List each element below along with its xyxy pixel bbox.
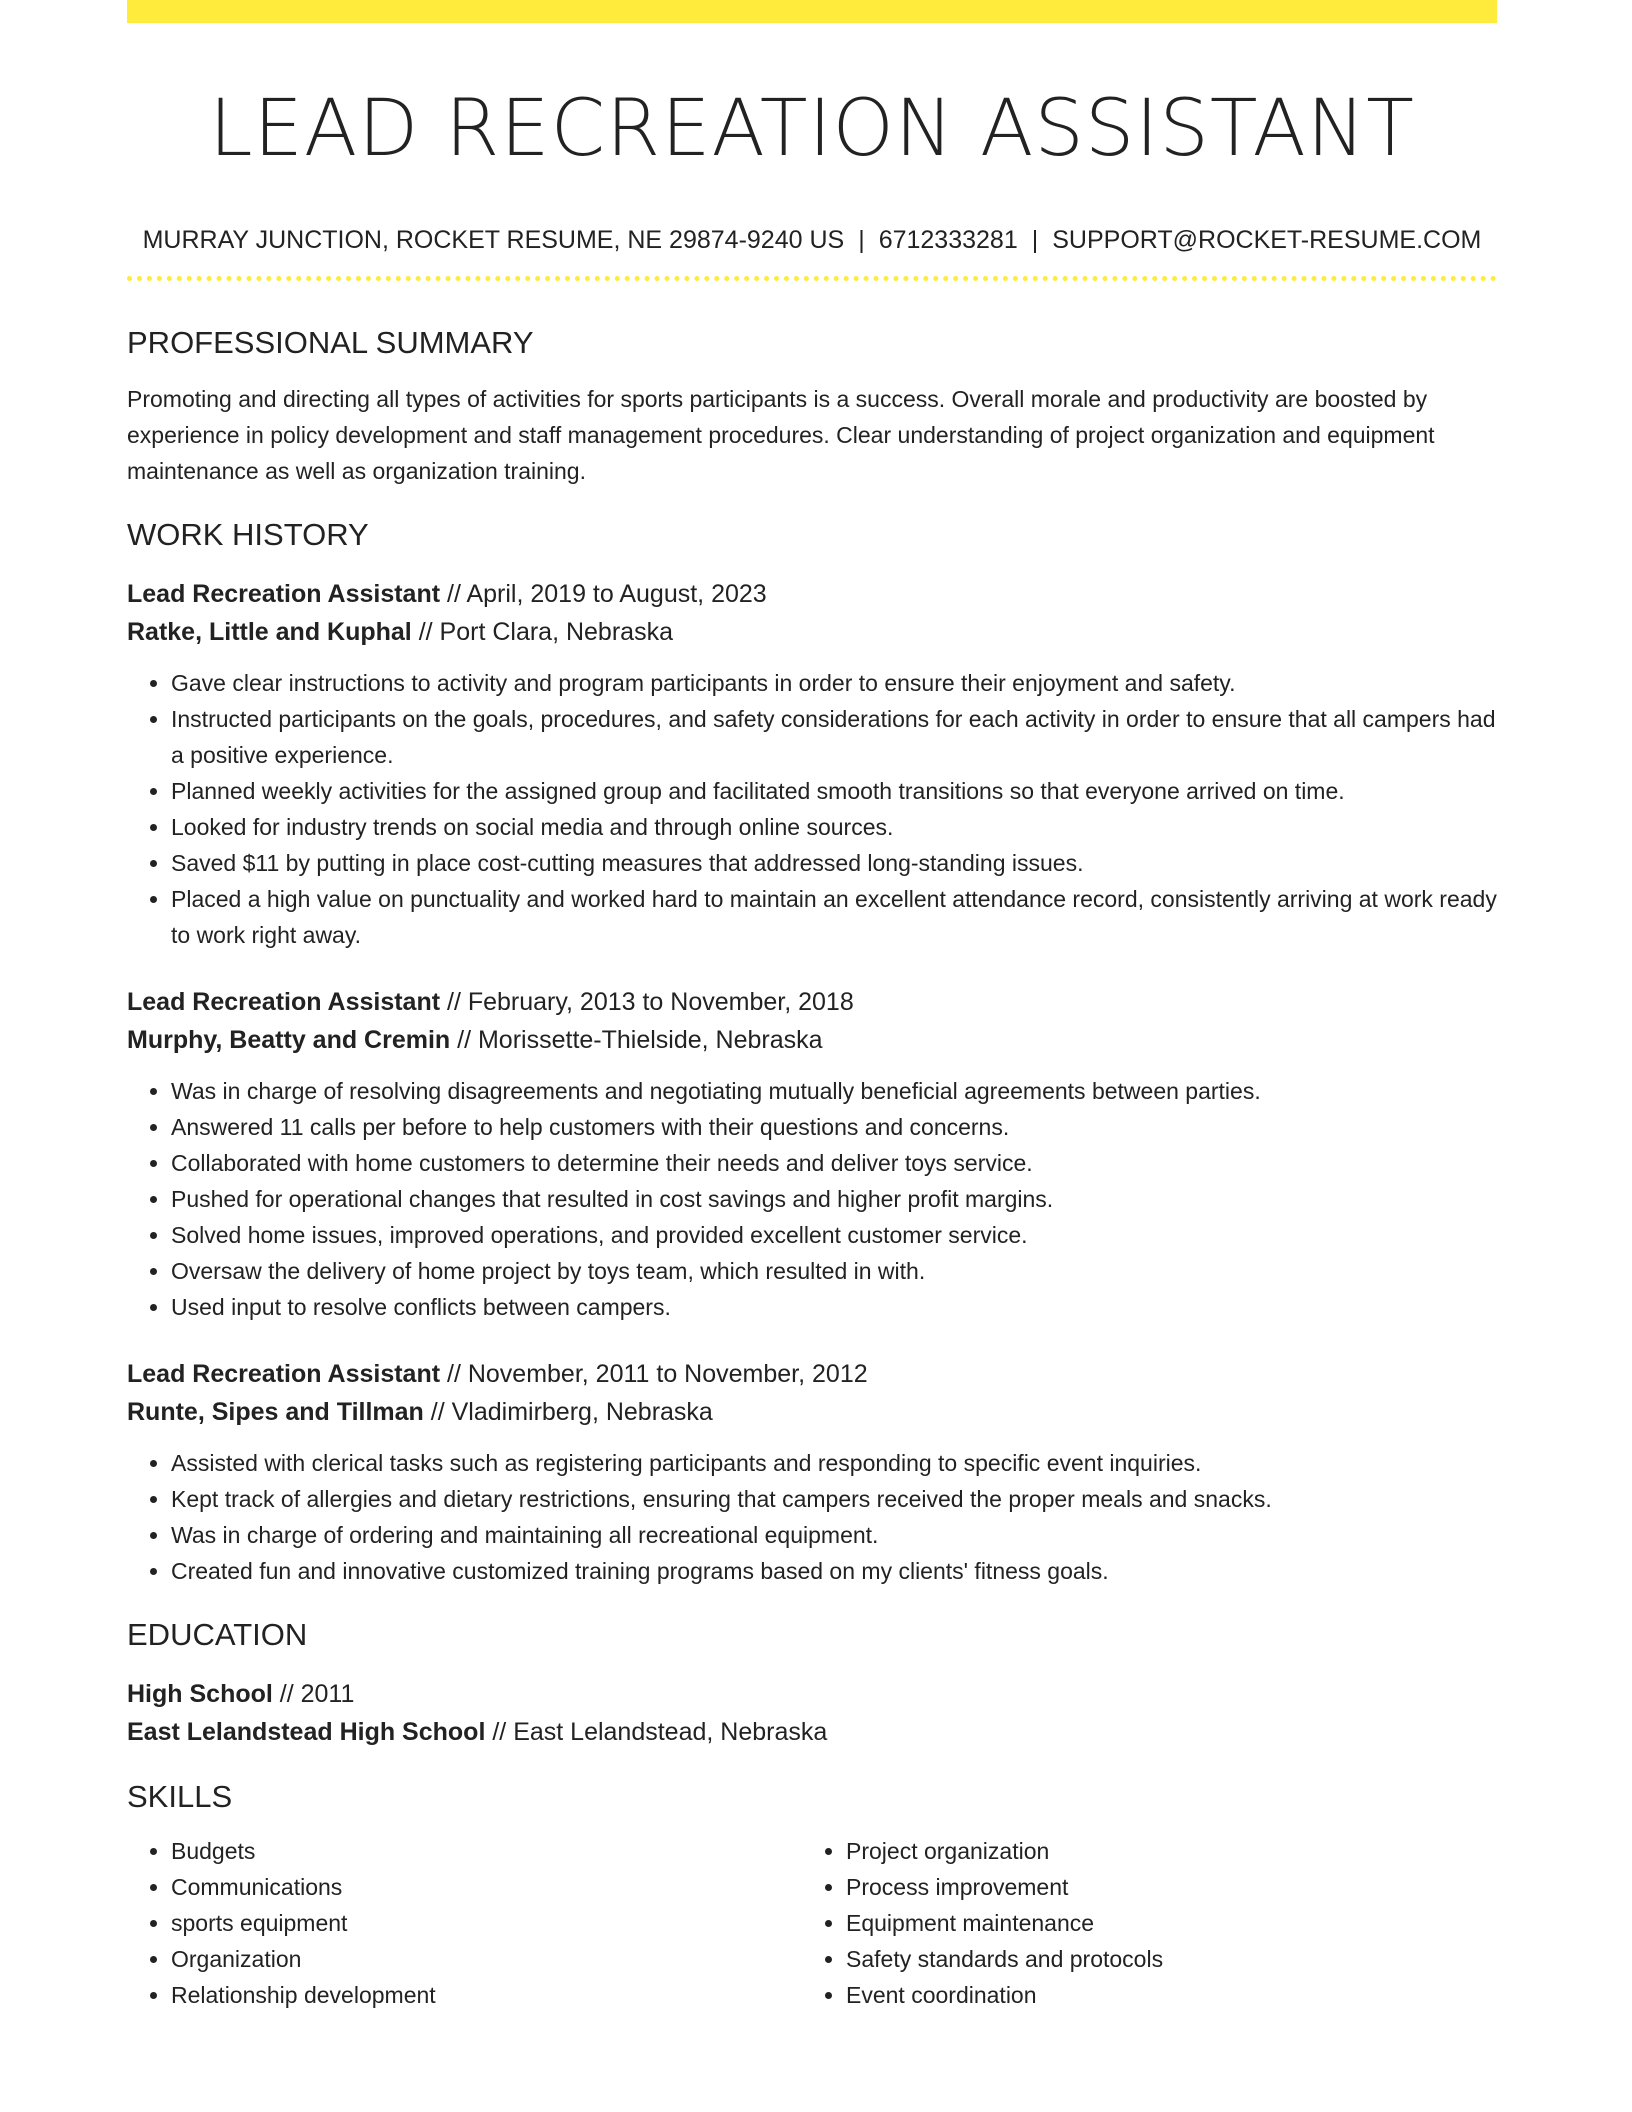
resume-page — [127, 0, 1497, 2013]
contact-separator: | — [1031, 226, 1039, 254]
dotted-divider — [127, 276, 1497, 281]
job-company-line — [127, 1021, 1497, 1059]
bullet-item: • Looked for industry trends on social media and through online sources. — [171, 809, 1497, 845]
resume-title: LEAD RECREATION ASSISTANT — [209, 84, 1415, 174]
bullet-item: • Gave clear instructions to activity and program participants in order to ensure their enjoyment and safety. — [171, 665, 1497, 701]
bullet-item: • Saved $11 by putting in place cost-cutting measures that addressed long-standing issues. — [171, 845, 1497, 881]
job-company-line — [127, 613, 1497, 651]
education-school-line — [127, 1713, 1497, 1751]
job-title-line — [127, 575, 1497, 613]
skill-item: • Safety standards and protocols — [846, 1941, 1477, 1977]
job-entry — [127, 1355, 1497, 1589]
education-year: // 2011 — [272, 1680, 355, 1708]
job-role: Lead Recreation Assistant — [127, 988, 441, 1016]
contact-line — [127, 223, 1497, 257]
job-company-line — [127, 1393, 1497, 1431]
job-location: // Vladimirberg, Nebraska — [423, 1398, 713, 1426]
skills-heading: SKILLS — [127, 1779, 233, 1814]
job-bullets — [127, 1073, 1497, 1325]
skills-grid — [127, 1833, 1497, 2013]
skill-item: • Relationship development — [171, 1977, 802, 2013]
bullet-item: • Was in charge of ordering and maintaining all recreational equipment. — [171, 1517, 1497, 1553]
bullet-item: • Planned weekly activities for the assigned group and facilitated smooth transitions so that everyone arrived on time. — [171, 773, 1497, 809]
education-location: // East Lelandstead, Nebraska — [485, 1718, 828, 1746]
skills-column-right — [802, 1833, 1477, 2013]
bullet-item: • Oversaw the delivery of home project by toys team, which resulted in with. — [171, 1253, 1497, 1289]
skill-item: • Communications — [171, 1869, 802, 1905]
job-bullets — [127, 665, 1497, 953]
address: MURRAY JUNCTION, ROCKET RESUME, NE 29874-9240 US — [142, 226, 845, 254]
education-school: East Lelandstead High School — [127, 1718, 486, 1746]
job-title-line — [127, 983, 1497, 1021]
bullet-item: • Placed a high value on punctuality and worked hard to maintain an excellent attendance record, consistently arriving at work ready to work right away. — [171, 881, 1497, 953]
bullet-item: • Used input to resolve conflicts between campers. — [171, 1289, 1497, 1325]
bullet-item: • Assisted with clerical tasks such as registering participants and responding to specific event inquiries. — [171, 1445, 1497, 1481]
job-dates: // February, 2013 to November, 2018 — [440, 988, 854, 1016]
accent-top-bar — [127, 0, 1497, 23]
bullet-item: • Instructed participants on the goals, procedures, and safety considerations for each activity in order to ensure that all campers had a positive experience. — [171, 701, 1497, 773]
job-location: // Morissette-Thielside, Nebraska — [450, 1026, 823, 1054]
email: SUPPORT@ROCKET-RESUME.COM — [1052, 226, 1482, 254]
education-heading: EDUCATION — [127, 1617, 308, 1652]
education-degree: High School — [127, 1680, 273, 1708]
job-role: Lead Recreation Assistant — [127, 1360, 441, 1388]
job-bullets — [127, 1445, 1497, 1589]
job-role: Lead Recreation Assistant — [127, 580, 441, 608]
education-entry — [127, 1675, 1497, 1751]
job-title-line — [127, 1355, 1497, 1393]
bullet-item: • Pushed for operational changes that resulted in cost savings and higher profit margins. — [171, 1181, 1497, 1217]
skill-item: • Project organization — [846, 1833, 1477, 1869]
bullet-item: • Collaborated with home customers to determine their needs and deliver toys service. — [171, 1145, 1497, 1181]
job-dates: // November, 2011 to November, 2012 — [440, 1360, 868, 1388]
job-dates: // April, 2019 to August, 2023 — [440, 580, 767, 608]
skill-item: • sports equipment — [171, 1905, 802, 1941]
summary-text: Promoting and directing all types of activities for sports participants is a success. Overall morale and productivity are boosted by experience in policy development and staff management procedures. Clear understanding of project organization and equipment maintenance as well as organization training. — [127, 386, 1435, 484]
contact-separator: | — [858, 226, 865, 254]
bullet-item: • Solved home issues, improved operations, and provided excellent customer service. — [171, 1217, 1497, 1253]
bullet-item: • Created fun and innovative customized training programs based on my clients' fitness goals. — [171, 1553, 1497, 1589]
bullet-item: • Kept track of allergies and dietary restrictions, ensuring that campers received the proper meals and snacks. — [171, 1481, 1497, 1517]
bullet-item: • Answered 11 calls per before to help customers with their questions and concerns. — [171, 1109, 1497, 1145]
education-degree-line — [127, 1675, 1497, 1713]
job-entry — [127, 575, 1497, 953]
phone: 6712333281 — [878, 226, 1018, 254]
skill-item: • Event coordination — [846, 1977, 1477, 2013]
skills-column-left — [127, 1833, 802, 2013]
skill-item: • Budgets — [171, 1833, 802, 1869]
job-location: // Port Clara, Nebraska — [411, 618, 673, 646]
job-company: Runte, Sipes and Tillman — [127, 1398, 424, 1426]
bullet-item: • Was in charge of resolving disagreements and negotiating mutually beneficial agreements between parties. — [171, 1073, 1497, 1109]
job-company: Murphy, Beatty and Cremin — [127, 1026, 451, 1054]
job-company: Ratke, Little and Kuphal — [127, 618, 412, 646]
skill-item: • Process improvement — [846, 1869, 1477, 1905]
skill-item: • Organization — [171, 1941, 802, 1977]
job-entry — [127, 983, 1497, 1325]
work-history-heading: WORK HISTORY — [127, 517, 369, 552]
summary-heading: PROFESSIONAL SUMMARY — [127, 325, 534, 360]
skill-item: • Equipment maintenance — [846, 1905, 1477, 1941]
